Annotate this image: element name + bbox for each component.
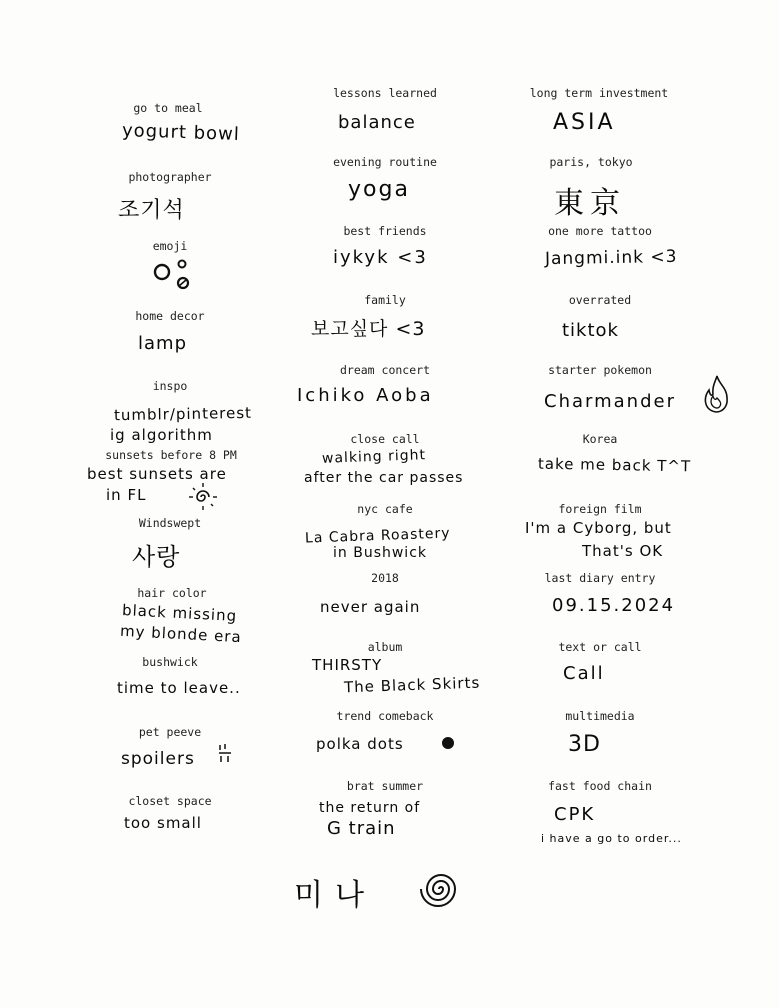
answer-inspo-line2: ig algorithm bbox=[110, 426, 213, 444]
prompt-2018: 2018 bbox=[371, 571, 399, 585]
answer-nyc-cafe-line2: in Bushwick bbox=[333, 545, 428, 561]
answer-close-call-line1: walking right bbox=[321, 447, 427, 467]
prompt-starter-pokemon: starter pokemon bbox=[548, 363, 652, 377]
prompt-foreign-film: foreign film bbox=[558, 502, 642, 516]
answer-starter-pokemon: Charmander bbox=[544, 391, 676, 412]
answer-hair-color-line1: black missing bbox=[121, 600, 238, 626]
prompt-go-to-meal: go to meal bbox=[133, 101, 203, 115]
prompt-closet-space: closet space bbox=[128, 794, 212, 808]
prompt-text-or-call: text or call bbox=[558, 640, 642, 654]
prompt-dream-concert: dream concert bbox=[339, 363, 431, 377]
answer-family: 보고싶다 <3 bbox=[311, 318, 426, 340]
answer-photographer: 조기석 bbox=[118, 198, 185, 223]
answer-album-line1: THIRSTY bbox=[312, 656, 383, 674]
prompt-family: family bbox=[364, 293, 406, 307]
answer-foreign-film-line2: That's OK bbox=[582, 542, 664, 560]
answer-foreign-film-line1: I'm a Cyborg, but bbox=[525, 519, 672, 537]
prompt-close-call: close call bbox=[350, 432, 420, 446]
prompt-last-diary-entry: last diary entry bbox=[544, 571, 656, 585]
answer-nyc-cafe-line1: La Cabra Roastery bbox=[304, 525, 451, 547]
answer-fast-food-chain-line1: CPK bbox=[554, 804, 596, 825]
prompt-home-decor: home decor bbox=[135, 309, 205, 323]
prompt-overrated: overrated bbox=[568, 293, 632, 307]
answer-evening-routine: yoga bbox=[348, 177, 410, 202]
prompt-windswept: Windswept bbox=[138, 516, 202, 530]
prompt-one-more-tattoo: one more tattoo bbox=[548, 224, 652, 238]
polka-dot-doodle bbox=[441, 736, 455, 750]
answer-pet-peeve: spoilers bbox=[121, 749, 195, 769]
emoji-face-doodle bbox=[152, 256, 192, 292]
answer-overrated: tiktok bbox=[562, 320, 619, 341]
answer-text-or-call: Call bbox=[563, 663, 605, 684]
prompt-emoji: emoji bbox=[152, 239, 188, 253]
answer-long-term-investment: ASIA bbox=[553, 110, 616, 135]
prompt-paris-tokyo: paris, tokyo bbox=[549, 155, 633, 169]
prompt-bushwick: bushwick bbox=[142, 655, 198, 669]
prompt-evening-routine: evening routine bbox=[333, 155, 437, 169]
answer-bushwick: time to leave.. bbox=[117, 679, 241, 697]
answer-one-more-tattoo: Jangmi.ink <3 bbox=[544, 246, 678, 270]
answer-paris-tokyo: 東京 bbox=[554, 186, 626, 221]
answer-hair-color-line2: my blonde era bbox=[119, 621, 243, 647]
answer-last-diary-entry: 09.15.2024 bbox=[552, 595, 676, 616]
answer-sunsets-line1: best sunsets are bbox=[87, 465, 227, 483]
sun-doodle bbox=[186, 482, 220, 512]
prompt-korea: Korea bbox=[582, 432, 618, 446]
prompt-trend-comeback: trend comeback bbox=[336, 709, 434, 723]
answer-multimedia: 3D bbox=[568, 732, 601, 757]
prompt-nyc-cafe: nyc cafe bbox=[357, 502, 413, 516]
answer-windswept: 사랑 bbox=[132, 543, 181, 571]
answer-dream-concert: Ichiko Aoba bbox=[297, 385, 434, 406]
answer-2018: never again bbox=[320, 598, 421, 616]
answer-lessons-learned: balance bbox=[338, 112, 416, 133]
prompt-album: album bbox=[367, 640, 403, 654]
prompt-sunsets: sunsets before 8 PM bbox=[105, 448, 237, 462]
answer-korea: take me back T^T bbox=[537, 454, 692, 476]
signature: 미나 bbox=[294, 878, 376, 913]
answer-closet-space: too small bbox=[124, 814, 202, 832]
answer-brat-summer-line1: the return of bbox=[319, 800, 421, 816]
answer-inspo-line1: tumblr/pinterest bbox=[113, 403, 253, 425]
answer-best-friends: iykyk <3 bbox=[333, 247, 428, 268]
prompt-brat-summer: brat summer bbox=[346, 779, 424, 793]
spiral-doodle bbox=[420, 868, 462, 910]
answer-close-call-line2: after the car passes bbox=[304, 470, 464, 486]
prompt-pet-peeve: pet peeve bbox=[138, 725, 202, 739]
prompt-long-term-investment: long term investment bbox=[529, 86, 669, 100]
answer-sunsets-line2: in FL bbox=[106, 486, 147, 504]
answer-trend-comeback: polka dots bbox=[316, 735, 404, 753]
prompt-photographer: photographer bbox=[128, 170, 212, 184]
answer-brat-summer-line2: G train bbox=[327, 818, 396, 839]
prompt-multimedia: multimedia bbox=[565, 709, 635, 723]
answer-home-decor: lamp bbox=[138, 333, 187, 354]
prompt-fast-food-chain: fast food chain bbox=[548, 779, 652, 793]
answer-go-to-meal: yogurt bowl bbox=[121, 119, 241, 146]
answer-album-line2: The Black Skirts bbox=[343, 673, 481, 697]
sparkle-doodle bbox=[217, 742, 235, 764]
answer-fast-food-chain-line2: i have a go to order... bbox=[541, 832, 682, 845]
prompt-hair-color: hair color bbox=[137, 586, 207, 600]
prompt-inspo: inspo bbox=[152, 379, 188, 393]
prompt-best-friends: best friends bbox=[343, 224, 427, 238]
prompt-lessons-learned: lessons learned bbox=[333, 86, 437, 100]
flame-doodle bbox=[701, 374, 731, 414]
